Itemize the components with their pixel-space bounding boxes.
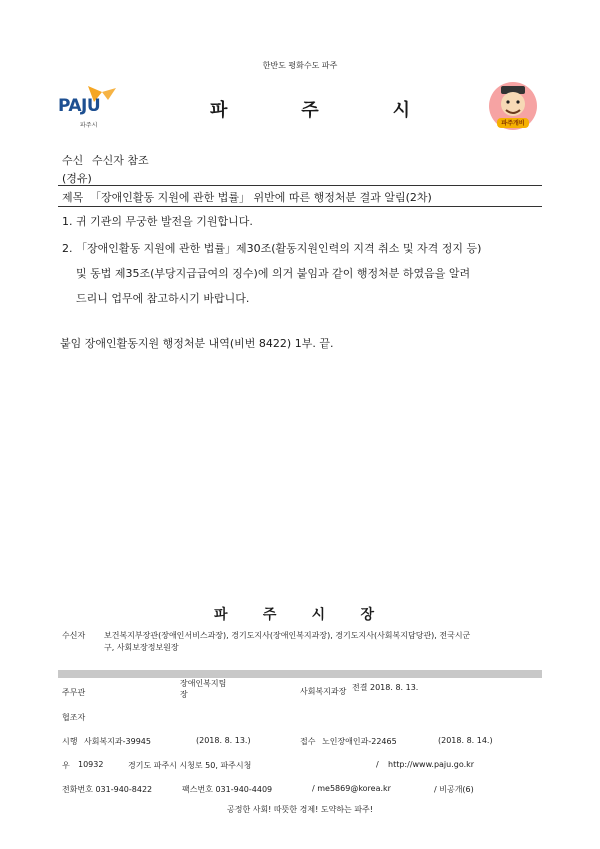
cooperator-label: 협조자: [62, 713, 86, 722]
signature-char: 주: [262, 607, 277, 623]
drafter-label: 주무관: [62, 688, 86, 697]
postal-code: 10932: [78, 760, 104, 769]
signature-char: 파: [214, 607, 228, 623]
org-char: 시: [392, 100, 410, 121]
website-link[interactable]: http://www.paju.go.kr: [388, 760, 475, 769]
decision-date: 전결 2018. 8. 13.: [352, 683, 419, 692]
recipients-footer-line-1: 보건복지부장관(장애인서비스과장), 경기도지사(장애인복지과장), 경기도지사(사회복지담당관), 전국시군: [104, 631, 471, 640]
director-label: 사회복지과장: [300, 687, 347, 696]
phone-number: 전화번호 031-940-8422: [62, 785, 153, 794]
mascot-emblem: [487, 80, 539, 132]
section-band: [58, 670, 542, 678]
signature-title: [214, 604, 374, 624]
mascot-badge: 파주개비: [501, 120, 525, 127]
recipients-footer-label: 수신자: [62, 631, 86, 640]
address-text: 경기도 파주시 시청로 50, 파주시청: [128, 761, 252, 770]
org-char: 파: [210, 100, 228, 121]
team-lead-line-1: 장애인복지팀: [180, 679, 227, 688]
postal-label: 우: [62, 761, 70, 770]
org-char: 주: [301, 100, 319, 121]
recipient-label: 수신: [62, 154, 84, 167]
recipient-value: 수신자 참조: [92, 154, 149, 167]
subject-label: 제목: [62, 191, 84, 204]
subject-value: 「장애인활동 지원에 관한 법률」 위반에 따른 행정처분 결과 알림(2차): [90, 191, 432, 204]
organization-title: [210, 96, 410, 122]
disclosure-status: / 비공개(6): [434, 785, 474, 794]
receipt-date: (2018. 8. 14.): [438, 736, 493, 745]
recipients-footer-line-2: 구, 사회보장정보원장: [104, 643, 179, 652]
footer-slogan: 공정한 사회! 따뜻한 경제! 도약하는 파주!: [227, 805, 373, 814]
body-item-1: 1. 귀 기관의 무궁한 발전을 기원합니다.: [62, 215, 253, 228]
enforcement-date: (2018. 8. 13.): [196, 736, 251, 745]
logo-text: PAJU: [58, 96, 101, 116]
divider: [58, 206, 542, 207]
paju-logo: [58, 84, 118, 134]
attachment-line: 붙임 장애인활동지원 행정처분 내역(비번 8422) 1부. 끝.: [60, 337, 334, 350]
receipt-number: 노인장애인과-22465: [322, 737, 397, 746]
via-line: (경유): [62, 172, 92, 185]
body-item-2-line-2: 및 동법 제35조(부당지급급여의 징수)에 의거 붙임과 같이 행정처분 하였음을 알려: [76, 267, 471, 280]
divider: [58, 185, 542, 186]
body-item-2-line-1: 2. 「장애인활동 지원에 관한 법률」제30조(활동지원인력의 지격 취소 및 자격 정지 등): [62, 242, 482, 255]
body-item-2-line-3: 드리니 업무에 참고하시기 바랍니다.: [76, 292, 250, 305]
signature-char: 시: [311, 607, 326, 623]
header-slogan: 한반도 평화수도 파주: [262, 61, 338, 70]
enforcement-number: 사회복지과-39945: [84, 737, 151, 746]
signature-char: 장: [360, 607, 374, 623]
receipt-label: 접수: [300, 737, 316, 746]
team-lead-line-2: 장: [180, 690, 188, 699]
enforcement-label: 시행: [62, 737, 78, 746]
fax-number: 팩스번호 031-940-4409: [182, 785, 273, 794]
address-separator: /: [376, 760, 379, 769]
logo-subtext: 파주시: [80, 122, 98, 129]
email-address[interactable]: / me5869@korea.kr: [312, 784, 391, 793]
